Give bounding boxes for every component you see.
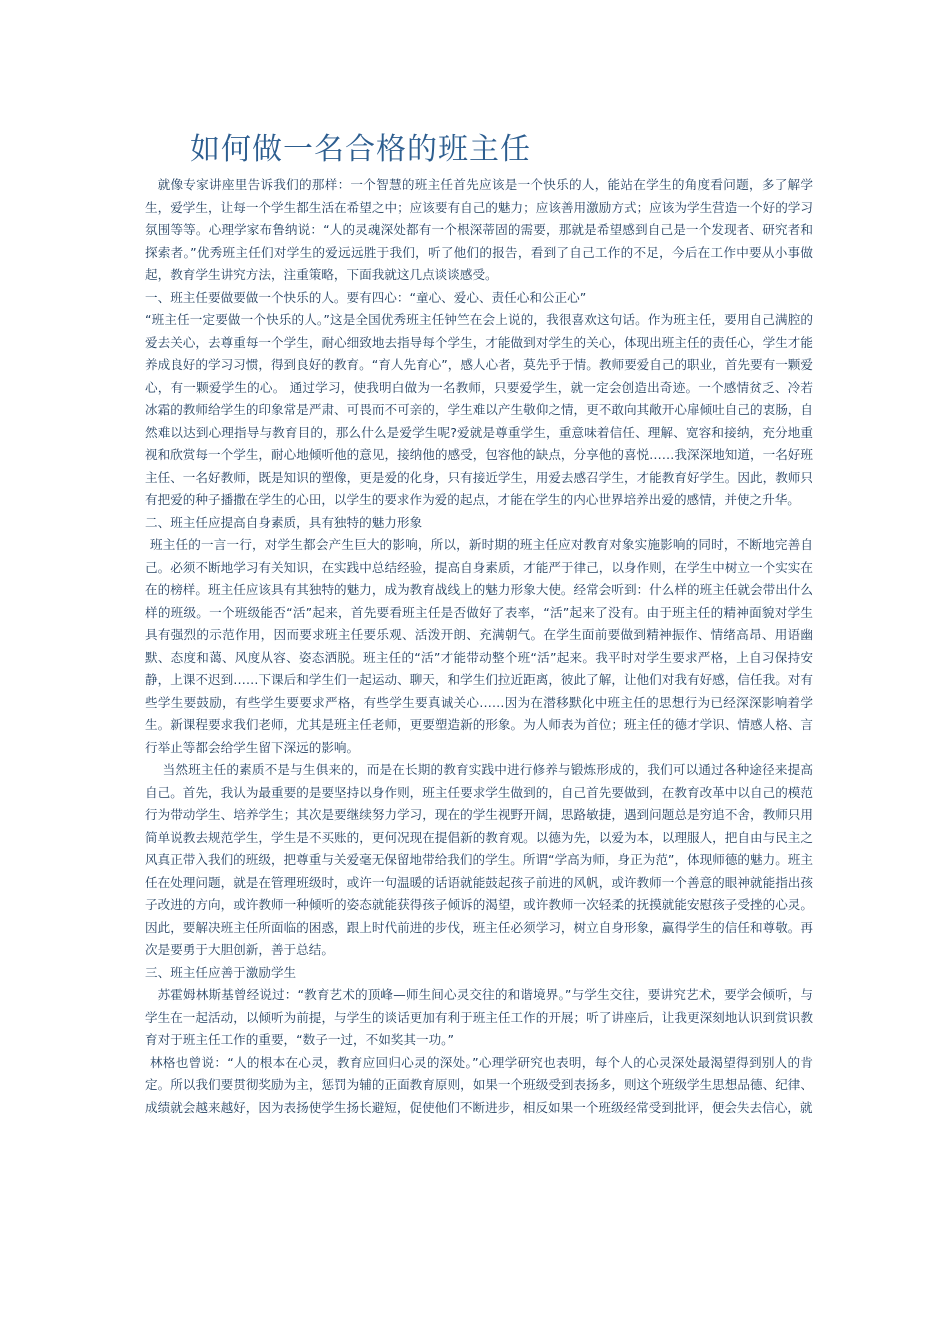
paragraph-section-3: 苏霍姆林斯基曾经说过：“教育艺术的顶峰—师生间心灵交往的和谐境界。”与学生交往，要讲究艺术，要学会倾听，与学生在一起活动，以倾听为前提，与学生的谈话更加有利于班主任工作的开展；听了讲座后，让我更深刻地认识到赏识教育对于班主任工作的重要，“数子一过，不如奖其一功。” bbox=[145, 987, 813, 1047]
paragraph-section-3-continued: 林格也曾说：“人的根本在心灵，教育应回归心灵的深处。”心理学研究也表明，每个人的心灵深处最渴望得到别人的肯定。所以我们要贯彻奖励为主，惩罚为辅的正面教育原则，如果一个班级受到表扬多，则这个班级学生思想品德、纪律、成绩就会越来越好，因为表扬使学生扬长避短，促使他们不断进步，相反如果一个班级经常受到批评，便会失去信心，就 bbox=[145, 1054, 813, 1115]
section-heading-3: 三、班主任应善于激励学生 bbox=[145, 964, 297, 980]
document-title: 如何做一名合格的班主任 bbox=[190, 132, 531, 167]
document-body bbox=[145, 174, 813, 1119]
paragraph-intro: 就像专家讲座里告诉我们的那样：一个智慧的班主任首先应该是一个快乐的人，能站在学生的角度看问题，多了解学生，爱学生，让每一个学生都生活在希望之中；应该要有自己的魅力；应该善用激励方式；应该为学生营造一个好的学习氛围等等。心理学家布鲁纳说：“人的灵魂深处都有一个根深蒂固的需要，那就是希望感到自己是一个发现者、研究者和探索者。”优秀班主任们对学生的爱远远胜于我们，听了他们的报告，看到了自己工作的不足，今后在工作中要从小事做起，教育学生讲究方法，注重策略，下面我就这几点谈谈感受。 bbox=[145, 177, 813, 282]
paragraph-section-1: “班主任一定要做一个快乐的人。”这是全国优秀班主任钟竺在会上说的，我很喜欢这句话。作为班主任，要用自己满腔的爱去关心，去尊重每一个学生，耐心细致地去指导每个学生，才能做到对学生的关心，体现出班主任的责任心，学生才能养成良好的学习习惯，得到良好的教育。“育人先育心”，感人心者，莫先乎于情。教师要爱自己的职业，首先要有一颗爱心，有一颗爱学生的心。 通过学习，使我明白做为一名教师，只要爱学生，就一定会创造出奇迹。一个感情贫乏、冷若冰霜的教师给学生的印象常是严肃、可畏而不可亲的，学生难以产生敬仰之情，更不敢向其敞开心扉倾吐自己的衷肠，自然难以达到心理指导与教育目的，那么什么是爱学生呢?爱就是尊重学生，重意味着信任、理解、宽容和接纳，充分地重视和欣赏每一个学生，耐心地倾听他的意见，接纳他的感受，包容他的缺点，分享他的喜悦……我深深地知道，一名好班主任、一名好教师，既是知识的塑像，更是爱的化身，只有接近学生，用爱去感召学生，才能教育好学生。因此，教师只有把爱的种子播撒在学生的心田，以学生的要求作为爱的起点，才能在学生的内心世界培养出爱的感情，并使之升华。 bbox=[145, 312, 813, 507]
section-heading-2: 二、班主任应提高自身素质，具有独特的魅力形象 bbox=[145, 514, 423, 530]
paragraph-section-2-continued: 当然班主任的素质不是与生俱来的，而是在长期的教育实践中进行修养与锻炼形成的，我们可以通过各种途径来提高自己。首先，我认为最重要的是要坚持以身作则，班主任要求学生做到的，自己首先要做到，在教育改革中以自己的模范行为带动学生、培养学生；其次是要继续努力学习，现在的学生视野开阔，思路敏捷，遇到问题总是穷追不舍，教师只用简单说教去规范学生，学生是不买账的，更何况现在提倡新的教育观。以德为先，以爱为本，以理服人，把自由与民主之风真正带入我们的班级，把尊重与关爱毫无保留地带给我们的学生。所谓“学高为师，身正为范”，体现师德的魅力。班主任在处理问题，就是在管理班级时，或许一句温暖的话语就能鼓起孩子前进的风帆，或许教师一个善意的眼神就能指出孩子改进的方向，或许教师一种倾听的姿态就能获得孩子倾诉的渴望，或许教师一次轻柔的抚摸就能安慰孩子受挫的心灵。因此，要解决班主任所面临的困惑，跟上时代前进的步伐，班主任必须学习，树立自身形象，赢得学生的信任和尊敬。再次是要勇于大胆创新，善于总结。 bbox=[145, 762, 813, 957]
section-heading-1: 一、班主任要做要做一个快乐的人。要有四心：“童心、爱心、责任心和公正心” bbox=[145, 289, 587, 305]
paragraph-section-2: 班主任的一言一行，对学生都会产生巨大的影响，所以，新时期的班主任应对教育对象实施影响的同时，不断地完善自己。必须不断地学习有关知识，在实践中总结经验，提高自身素质，才能严于律己，以身作则，在学生中树立一个实实在在的榜样。班主任应该具有其独特的魅力，成为教育战线上的魅力形象大使。经常会听到：什么样的班主任就会带出什么样的班级。一个班级能否“活”起来，首先要看班主任是否做好了表率，“活”起来了没有。由于班主任的精神面貌对学生具有强烈的示范作用，因而要求班主任要乐观、活泼开朗、充满朝气。在学生面前要做到精神振作、情绪高昂、用语幽默、态度和蔼、风度从容、姿态洒脱。班主任的“活”才能带动整个班“活”起来。我平时对学生要求严格，上自习保持安静，上课不迟到……下课后和学生们一起运动、聊天，和学生们拉近距离，彼此了解，让他们对我有好感，信任我。对有些学生要鼓励，有些学生要要求严格，有些学生要真诚关心……因为在潜移默化中班主任的思想行为已经深深影响着学生。新课程要求我们老师，尤其是班主任老师，更要塑造新的形象。为人师表为首位；班主任的德才学识、情感人格、言行举止等都会给学生留下深远的影响。 bbox=[145, 537, 813, 755]
